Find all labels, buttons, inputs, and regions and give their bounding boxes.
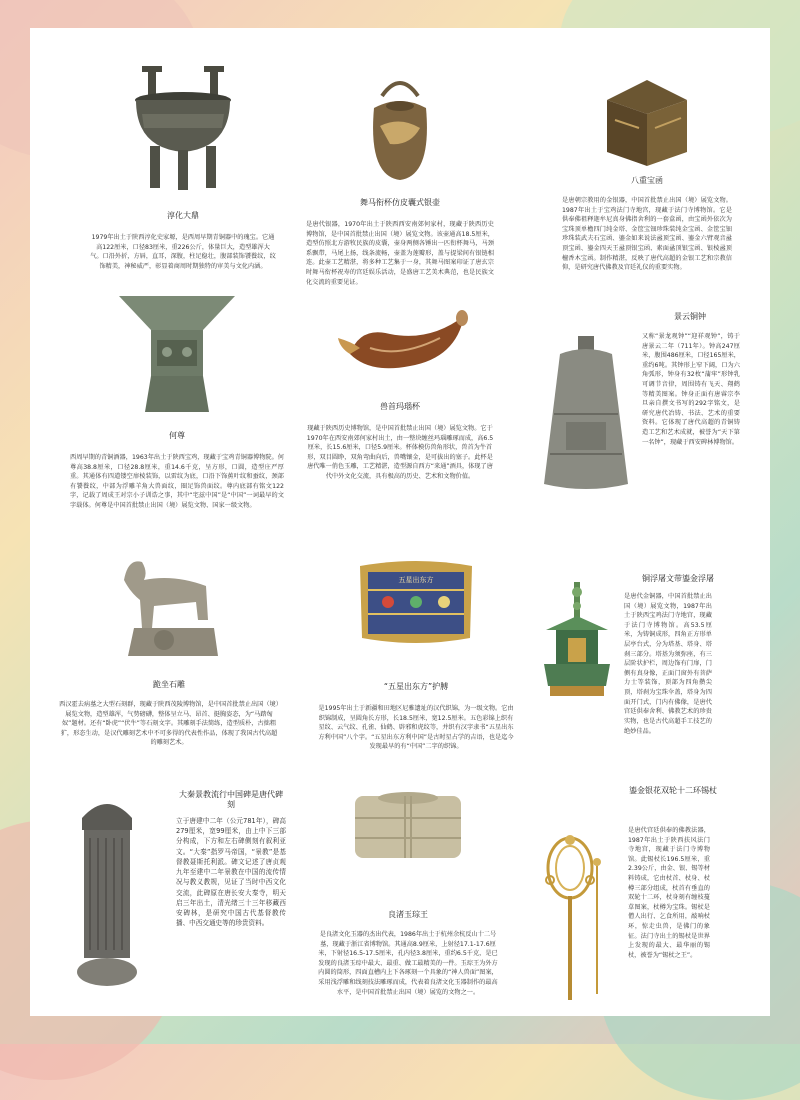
- artifact-title: 舞马衔杯仿皮囊式银壶: [360, 198, 440, 207]
- agate-rhyton-image: [330, 308, 470, 380]
- brocade-armguard-image: [354, 554, 478, 650]
- artifact-card-ding: [90, 66, 276, 271]
- jingyun-bell-image: [532, 334, 640, 494]
- artifact-description: 1979年出土于陕西淳化史家塬，是西周早期青铜器中的瑰宝。它通高122厘米，口径83厘米，重226公斤，体量巨大，造型雄浑大气。口沿外折，方唇，直耳，深腹，柱足稳壮，腹部装饰饕餮纹，纹饰精美，神秘威严，彰显着商周时期独特的审美与文化内涵。: [90, 234, 276, 270]
- artifact-title: 大秦景教流行中国碑是唐代碑刻: [179, 790, 283, 809]
- artifact-card-jade-cong: [316, 788, 500, 1026]
- artifact-description: 西汉霍去病墓之大型石刻群，现藏于陕西茂陵博物馆，是中国首批禁止出国（境）展览文物，造型雄浑，气势磅礴，整体呈立马、昂首、挺胸姿态，为“马踏匈奴”题材。还有“卧虎”“伏牛”等石刻文字。其雕刻手法简练，造型质朴，古拙粗犷，形态生动，是汉代雕刻艺术中不可多得的代表性作品，体现了我国古代高超的雕刻艺术。: [59, 701, 279, 747]
- artifact-card-stone-horse: [58, 550, 280, 772]
- artifact-title: “五星出东方”护膊: [383, 682, 449, 691]
- artifact-title: 景云铜钟: [674, 312, 706, 321]
- artifact-card-bronze-bell: [530, 300, 744, 522]
- artifact-description: 是唐代金铜器，中国首批禁止出国（境）展览文物，1987年出土于陕西宝鸡法门寺地宫，现藏于法门寺博物馆。高53.5厘米，为铸铜成形，四角正方形单层亭台式，分为塔基、塔身、塔刹三部分。塔基为须弥座，有三层阶状护栏，周边饰有门扉，门侧有真身像，正面门窗外有菩萨力士等装饰，顶部为四角攒尖顶，塔刹为宝珠伞盖，塔身为四面开门式，门内有佛像，是唐代宫廷供奉舍利、佛教艺术的珍贵实物，也是古代高超手工技艺的绝妙佳品。: [624, 593, 712, 735]
- treasure-box-image: [597, 70, 697, 170]
- artifact-title: 鎏金银花双轮十二环锡杖: [629, 786, 717, 795]
- artifact-title: 铜浮屠文带鎏金浮屠: [642, 574, 714, 583]
- poster-sheet: [30, 28, 770, 1016]
- artifact-card-silver-pot: [306, 66, 494, 302]
- artifact-card-agate-cup: [306, 308, 494, 520]
- gilded-pagoda-image: [540, 582, 614, 702]
- jade-cong-image: [345, 788, 471, 866]
- stone-horse-image: [114, 550, 224, 662]
- artifact-title: 淳化大鼎: [167, 211, 199, 220]
- artifact-description: 是良渚文化玉器的杰出代表，1986年出土于杭州余杭反山十二号墓，现藏于浙江省博物馆。其通高8.9厘米，上射径17.1-17.6厘米，下射径16.5-17.5厘米，孔内径3.8厘米，重约6.5千克，是已发现的良渚玉琮中最大、最重、做工最精美的一件。玉琮王为外方内圆的筒形，四面直槽内上下各琢刻一个具象的“神人兽面”图案，采用浅浮雕和线刻技法雕琢而成，代表着良渚文化玉器制作的最高水平，是中国首批禁止出国（境）展览的文物之一。: [318, 931, 498, 996]
- artifact-description: 是唐代银器，1970年出土于陕西西安南郊何家村，现藏于陕西历史博物馆，是中国首批禁止出国（境）展览文物。该壶通高18.5厘米，造型仿照北方游牧民族的皮囊，壶身两侧各锤出一匹衔杯舞马，马颈系飘带，马尾上扬，线条流畅，壶盖为莲瓣形，盖与提梁间有银链相连。此壶工艺精湛，将多种工艺集于一身，其舞马图案印证了唐玄宗时舞马衔杯祝寿的宫廷娱乐活动，是盛唐工艺美术典范，也是民族文化交流的重要见证。: [306, 221, 494, 286]
- silver-pot-image: [360, 66, 440, 186]
- artifact-description: 现藏于陕西历史博物馆，是中国首批禁止出国（境）展览文物。它于1970年在西安南郊何家村出土，由一整块缠丝玛瑙雕琢而成，高6.5厘米，长15.6厘米，口径5.9厘米。杯体模仿兽角形状，兽首为牛首形，双目圆睁，双角弯曲向后，兽嘴镶金，是可拔出的塞子。此杯是唐代唯一俏色玉雕，工艺精湛，造型源自西方“来通”酒具，体现了唐代中外文化交流，具有极高的历史、艺术和文物价值。: [306, 425, 494, 481]
- artifact-title: 何尊: [169, 431, 185, 440]
- artifact-description: 是1995年出土于新疆和田地区尼雅遗址的汉代织锦，为一级文物。它由织锦制成，呈圆角长方形，长18.5厘米，宽12.5厘米。五色彩锦上织有星纹、云气纹、孔雀、仙鹤、辟邪和虎纹等，并织有汉字隶书“五星出东方利中国”八个字。“五星出东方利中国”是古时星占学的吉语，也是迄今发现最早的有“中国”二字的织锦。: [318, 705, 514, 751]
- artifact-title: 八重宝函: [631, 176, 663, 185]
- artifact-card-treasure-box: [562, 70, 732, 273]
- artifact-description: 又称“景龙观钟”“迎祥观钟”，铸于唐景云二年（711年）。钟高247厘米，腹围486厘米，口径165厘米，重约6吨。其钟形上窄下阔，口为六角弧形，钟身有32枚“蒲牢”形钟乳可调节音律，周围铸有飞天、翔鹤等精美图案。钟身正面有唐睿宗李旦亲自撰文书写的292字铭文，是研究唐代冶铸、书法、艺术的重要资料。它体现了唐代高超的青铜铸造工艺和艺术成就，被誉为“天下第一名钟”，现藏于西安碑林博物馆。: [642, 333, 740, 446]
- artifact-card-pagoda: [536, 568, 744, 778]
- brocade-inscription: 五星出东方: [398, 576, 434, 584]
- artifact-description: 是唐朝宗教用的金银器，中国首批禁止出国（境）展览文物。1987年出土于宝鸡法门寺地宫，现藏于法门寺博物馆。它是供奉佛祖释迦牟尼真身佛指舍利的一套盒函，由宝函外依次为宝珠顶单檐四门纯金塔、金筐宝钿珍珠装纯金宝函、金筐宝钿珍珠装武夫石宝函、鎏金如来说法盝顶宝函、鎏金六臂观音盝顶宝函、鎏金四天王盝顶银宝函、素面盝顶银宝函、银棱盝顶檀香木宝函。制作精湛，反映了唐代高超的金银工艺和宗教信仰，是研究唐代佛教及宫廷礼仪的重要实物。: [562, 197, 732, 272]
- artifact-card-he-zun: [70, 290, 284, 537]
- artifact-description: 是唐代宫廷供奉的佛教法器，1987年出土于陕西扶风法门寺地宫，现藏于法门寺博物馆。此锡杖长196.5厘米，重2.39公斤，由金、银、锡等材料铸成，它由杖首、杖身、杖樽三部分组成，杖首有垂直的双轮十二环，杖身刻有缠枝蔓草图案，杖樽为宝珠。锡杖是僧人出行、乞食所用，敲响杖环，惊走虫兽，是佛门的象征。法门寺出土的锡杖是世界上发现的最大、最华丽的锡杖，被誉为“锡杖之王”。: [628, 827, 710, 959]
- he-zun-vessel-image: [117, 290, 237, 415]
- artifact-card-brocade: [318, 554, 514, 772]
- gilded-tin-staff-image: [536, 834, 616, 1004]
- artifact-description: 立于唐建中二年（公元781年），碑高279厘米，宽99厘米，由上中下三部分构成，下方和左右碑侧刻有叙利亚文。“大秦”指罗马帝国，“景教”是基督教聂斯托利派。碑文记述了唐贞观九年至建中二年景教在中国的流传情况与教义教规，见证了当时中西文化交流，此碑原在唐长安大秦寺，明天启三年出土，清光绪三十三年移藏西安碑林，是研究中国古代基督教传播、中西交通史等的珍贵资料。: [176, 817, 286, 928]
- artifact-title: 良渚玉琮王: [388, 910, 428, 919]
- artifact-title: 兽首玛瑙杯: [380, 402, 420, 411]
- artifact-title: 跪坐石雕: [153, 680, 185, 689]
- artifact-card-stele: [68, 790, 288, 1010]
- artifact-card-tin-staff: [530, 786, 744, 1008]
- artifact-description: 西周早期的青铜酒器，1963年出土于陕西宝鸡，现藏于宝鸡青铜器博物院。何尊高38.8厘米，口径28.8厘米，重14.6千克，呈方形，口圆，造型庄严厚重。其通体有四道镂空扉棱装饰，以雷纹为底，口沿下饰蕉叶纹和蚕纹，颈部有饕餮纹，中部为浮雕羊角大兽面纹，圈足饰兽面纹。尊内底部有铭文122字，记载了周成王对宗小子训诰之事，其中“宅兹中国”是“中国”一词最早的文字载体。何尊是中国首批禁止出国（境）展览文物、国家一级文物。: [70, 454, 284, 510]
- nestorian-stele-image: [72, 794, 142, 990]
- bronze-ding-image: [128, 66, 238, 191]
